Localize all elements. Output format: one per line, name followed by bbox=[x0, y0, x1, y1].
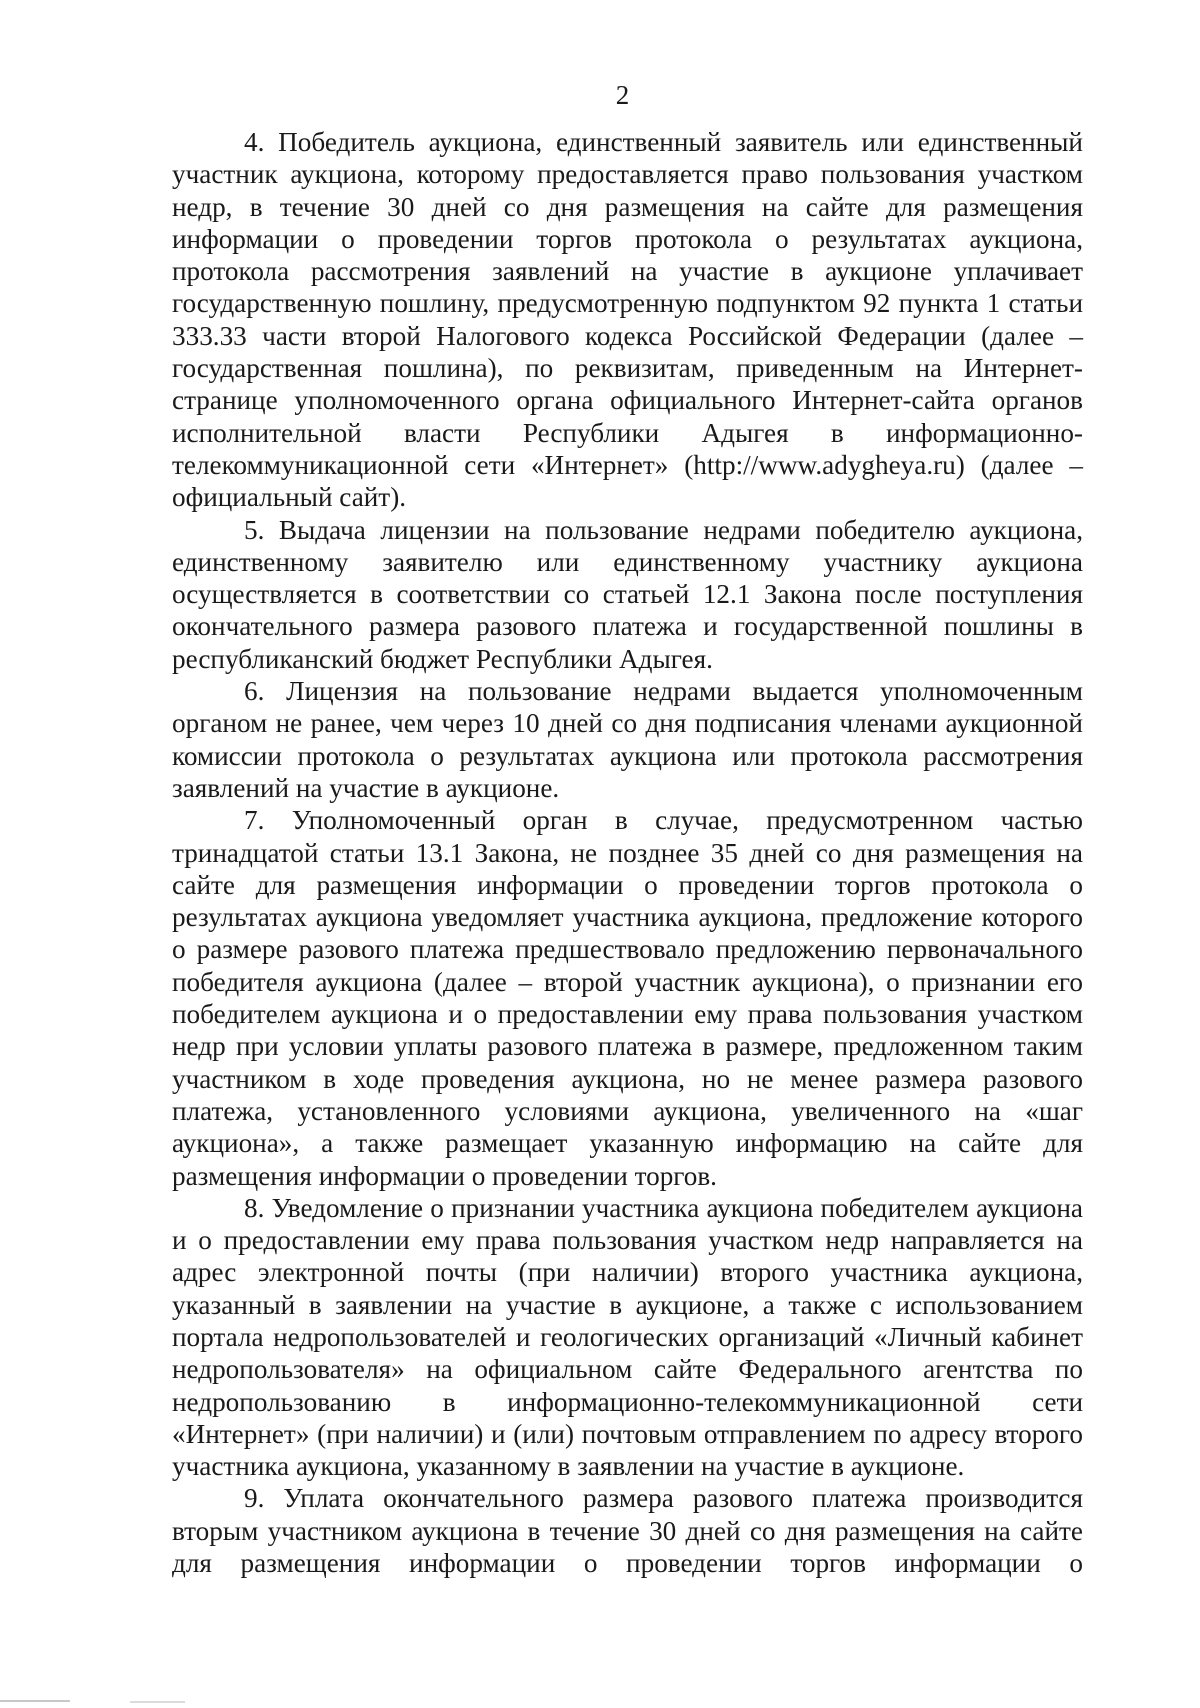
paragraph-8: 8. Уведомление о признании участника аукциона победителем аукциона и о предоставлении ему права пользования участком недр направляется на адрес электронной почты (при наличии) второго участника аукциона, указанный в заявлении на участие в аукционе, а также с использованием портала недропользователей и геологических организаций «Личный кабинет недропользователя» на официальном сайте Федерального агентства по недропользованию в информационно-телекоммуникационной сети «Интернет» (при наличии) и (или) почтовым отправлением по адресу второго участника аукциона, указанному в заявлении на участие в аукционе. bbox=[172, 1192, 1083, 1482]
page-number: 2 bbox=[615, 80, 630, 110]
scan-artifact-dash bbox=[130, 1701, 185, 1703]
document-body bbox=[172, 126, 1083, 1579]
paragraph-5: 5. Выдача лицензии на пользование недрами победителю аукциона, единственному заявителю или единственному участнику аукциона осуществляется в соответствии со статьей 12.1 Закона после поступления окончательного размера разового платежа и государственной пошлины в республиканский бюджет Республики Адыгея. bbox=[172, 514, 1083, 674]
paragraph-9: 9. Уплата окончательного размера разового платежа производится вторым участником аукциона в течение 30 дней со дня размещения на сайте для размещения информации о проведении торгов информации о bbox=[172, 1483, 1083, 1579]
scan-artifact-line bbox=[0, 1700, 70, 1702]
paragraph-4: 4. Победитель аукциона, единственный заявитель или единственный участник аукциона, которому предоставляется право пользования участком недр, в течение 30 дней со дня размещения на сайте для размещения информации о проведении торгов протокола о результатах аукциона, протокола рассмотрения заявлений на участие в аукционе уплачивает государственную пошлину, предусмотренную подпунктом 92 пункта 1 статьи 333.33 части второй Налогового кодекса Российской Федерации (далее – государственная пошлина), по реквизитам, приведенным на Интернет-странице уполномоченного органа официального Интернет-сайта органов исполнительной власти Республики Адыгея в информационно-телекоммуникационной сети «Интернет» (http://www.adygheya.ru) (далее – официальный сайт). bbox=[172, 127, 1083, 513]
paragraph-7: 7. Уполномоченный орган в случае, предусмотренном частью тринадцатой статьи 13.1 Закона, не позднее 35 дней со дня размещения на сайте для размещения информации о проведении торгов протокола о результатах аукциона уведомляет участника аукциона, предложение которого о размере разового платежа предшествовало предложению первоначального победителя аукциона (далее – второй участник аукциона), о признании его победителем аукциона и о предоставлении ему права пользования участком недр при условии уплаты разового платежа в размере, предложенном таким участником в ходе проведения аукциона, но не менее размера разового платежа, установленного условиями аукциона, увеличенного на «шаг аукциона», а также размещает указанную информацию на сайте для размещения информации о проведении торгов. bbox=[172, 805, 1083, 1191]
paragraph-6: 6. Лицензия на пользование недрами выдается уполномоченным органом не ранее, чем через 10 дней со дня подписания членами аукционной комиссии протокола о результатах аукциона или протокола рассмотрения заявлений на участие в аукционе. bbox=[172, 676, 1083, 803]
